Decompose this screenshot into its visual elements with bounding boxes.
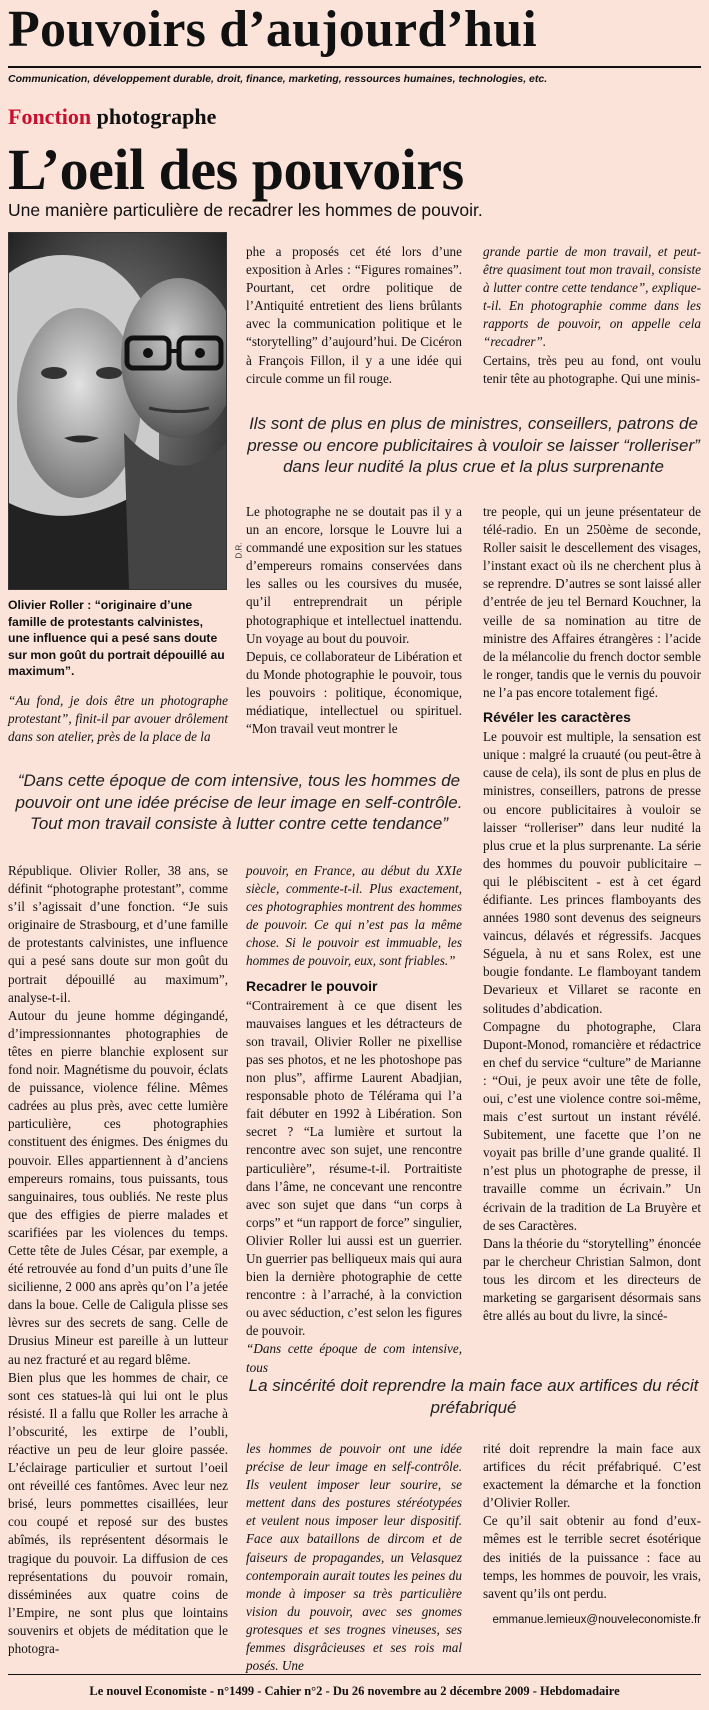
- kicker-category: Fonction: [8, 104, 92, 129]
- photo-caption: Olivier Roller : “originaire d’une famille de protestants calvinistes, une influence qui a pesé sans doute sur mon goût du portrait dépouillé au maximum”.: [8, 598, 225, 678]
- paragraph: Dans la théorie du “storytelling” énoncée par le chercheur Christian Salmon, dont tous les dircom et les directeurs de marketing se gargarisent désormais sans être allés au bout du livre, la sincé-: [483, 1235, 701, 1324]
- footer-rule: [8, 1674, 701, 1675]
- tagline: Communication, développement durable, droit, finance, marketing, ressources humaines, technologies, etc.: [8, 73, 548, 85]
- paragraph: Depuis, ce collaborateur de Libération et du Monde photographie le pouvoir, tous les pouvoirs : politique, économique, médiatique, intellectuel ou spirituel. “Mon travail veut montrer le: [246, 648, 462, 737]
- paragraph: rité doit reprendre la main face aux artifices du récit préfabriqué. C’est exactement la démarche et la fonction d’Olivier Roller.: [483, 1441, 701, 1511]
- portrait-photo: [8, 232, 227, 590]
- subhead-reveler: Révéler les caractères: [483, 709, 631, 726]
- pullquote-1: Ils sont de plus en plus de ministres, conseillers, patrons de presse ou encore publicitaires à vouloir se laisser “rolleriser” dans leur nudité la plus crue et la plus surprenante: [247, 414, 700, 476]
- paragraph: Bien plus que les hommes de chair, ce sont ces statues-là qui lui ont le plus résisté. Il a fallu que Roller les arrache à l’obscurité, les extirpe de l’oubli, réactive un peu de leur gloire passée. L’éclairage particulier et surtout l’oeil ont réveillé ces fantômes. Avec leur nez brisé, leurs pommettes cisaillées, leur cou coupé et reposé sur des bustes abîmés, ils représentent désormais le tragique du pouvoir. La diffusion de ces représentations du pouvoir romain, disséminées aux quatre coins de l’Empire, ne sont plus que lointains souvenirs et objets de méditation que le photogra-: [8, 1369, 228, 1657]
- masthead: Pouvoirs d’aujourd’hui: [8, 1, 537, 58]
- author-email[interactable]: emmanue.lemieux@nouveleconomiste.fr: [492, 1613, 701, 1626]
- column-a-top: [8, 692, 228, 746]
- paragraph: phe a proposés cet été lors d’une exposition à Arles : “Figures romaines”. Pourtant, cet ordre politique de l’Antiquité entretient des liens brûlants avec la communication politique et le “storytelling” d’aujourd’hui. De Cicéron à François Fillon, il y a une idée qui circule comme un fil rouge.: [246, 244, 462, 386]
- paragraph: tre people, qui un jeune présentateur de télé-radio. En un 250ème de seconde, Roller saisit le descellement des visages, l’instant exact où ils ne cherchent plus à se reprendre. D’autres se sont laissé aller d’entrée de jeu tel Bernard Kouchner, la veille de sa nomination au titre de ministre des Affaires étrangères : l’acide de la mélancolie du french doctor semble le ronger, tandis que le vernis du pouvoir ne l’a pas encore totalement figé.: [483, 504, 701, 700]
- pullquote-3: La sincérité doit reprendre la main face aux artifices du récit préfabriqué: [248, 1376, 699, 1417]
- column-b-top: [246, 243, 462, 388]
- portrait-image: [9, 233, 226, 589]
- column-c-middle: [483, 503, 701, 1325]
- paragraph: République. Olivier Roller, 38 ans, se définit “photographe protestant”, comme s’il s’agissait d’une fonction. “Je suis originaire de Strasbourg, et d’une famille de protestants calvinistes, une influence qui a pesé sans doute sur mon goût du portrait dépouillé au maximum”, analyse-t-il.: [8, 863, 228, 1005]
- column-b-lower: [246, 862, 462, 1377]
- kicker-topic: photographe: [96, 104, 217, 129]
- paragraph: grande partie de mon travail, et peut-être quasiment tout mon travail, consiste à lutter contre cette tendance”, explique-t-il. En photographie comme dans les rapports de pouvoir, on appelle cela “recadrer”.: [483, 244, 701, 350]
- pullquote-2: “Dans cette époque de com intensive, tous les hommes de pouvoir ont une idée précise de leur image en self-contrôle. Tout mon travail consiste à lutter contre cette tendance”: [15, 771, 463, 833]
- headline: L’oeil des pouvoirs: [8, 137, 464, 202]
- subhead-recadrer: Recadrer le pouvoir: [246, 977, 378, 994]
- footer: Le nouvel Economiste - n°1499 - Cahier n°2 - Du 26 novembre au 2 décembre 2009 - Hebdomadaire: [89, 1684, 620, 1698]
- paragraph: Compagne du photographe, Clara Dupont-Monod, romancière et rédactrice en chef du service “culture” de Marianne : “Oui, je peux avoir une tête de folle, oui, c’est une violence contre soi-même, mais c’est surtout un instant révélé. Subitement, une facette que l’on ne voyait pas brille d’une grande qualité. Il n’est plus un photographe de presse, il travaille comme un écrivain.” Un écrivain de la tradition de La Bruyère et de ses Caractères.: [483, 1018, 701, 1233]
- paragraph: “Dans cette époque de com intensive, tous: [246, 1341, 462, 1375]
- kicker: [8, 104, 216, 130]
- paragraph: “Contrairement à ce que disent les mauvaises langues et les détracteurs de son travail, Olivier Roller ne pixellise pas ses photos, et ne les photoshope pas non plus”, affirme Laurent Abadjian, responsable photo de Télérama qui l’a fait débuter en 1992 à Libération. Son secret ? “La lumière et surtout la rencontre avec son sujet, une rencontre particulière”, résume-t-il. Portraitiste dans l’âme, ne concevant une rencontre avec son sujet que dans “un corps à corps” et “un rapport de force” singulier, Olivier Roller lui aussi est un guerrier. Un guerrier pas belliqueux mais qui aura bien la dernière photographie de cette rencontre : à l’arraché, à la conviction ou avec séduction, c’est selon les figures de pouvoir.: [246, 997, 462, 1339]
- column-b-middle: [246, 503, 462, 738]
- column-c-bottom: [483, 1440, 701, 1629]
- column-c-top: [483, 243, 701, 388]
- paragraph: les hommes de pouvoir ont une idée précise de leur image en self-contrôle. Ils veulent imposer leur sourire, se mettent dans des postures stéréotypées et veulent nous imposer leur dispositif. Face aux bataillons de dircom et de faiseurs de propagandes, un Velasquez contemporain aurait toutes les peines du monde à imposer sa très particulière vision du pouvoir, avec ses gnomes grotesques et ses trognes vineuses, ses femmes disgrâcieuses et ses rois mal posés. Une: [246, 1441, 462, 1674]
- photo-credit: D.R.: [234, 542, 244, 559]
- paragraph: pouvoir, en France, au début du XXIe siècle, commente-t-il. Plus exactement, ces photographies montrent des hommes de pouvoir. Ce qui n’est pas la même chose. Si le pouvoir est immuable, les hommes de pouvoir, eux, sont friables.”: [246, 863, 462, 969]
- paragraph: “Au fond, je dois être un photographe protestant”, finit-il par avouer drôlement dans son atelier, près de la place de la: [8, 693, 228, 745]
- paragraph: Le photographe ne se doutait pas il y a un an encore, lorsque le Louvre lui a commandé une exposition sur les statues d’empereurs romains conservées dans les salles ou les coursives du musée, qu’il entreprendrait un périple photographique et intellectuel inattendu. Un voyage au bout du pouvoir.: [246, 504, 462, 646]
- paragraph: Le pouvoir est multiple, la sensation est unique : malgré la cruauté (ou peut-être à cause de cela), ils sont de plus en plus de ministres, conseillers, patrons de presse ou encore publicitaires à vouloir se laisser “rolleriser” dans leur nudité la plus crue et la plus surprenante. La série des hommes du pouvoir publicitaire – qui le plébiscitent - est à cet égard édifiante. Les princes flamboyants des années 1980 sont devenus des seigneurs vaincus, délavés et régressifs. Jacques Séguela, à nu et sans Rolex, est une bougie fondante. Le flamboyant tandem Devarieux et Villaret se raconte en solitudes d’abdication.: [483, 729, 701, 1016]
- column-b-bottom: [246, 1440, 462, 1675]
- masthead-rule: [8, 66, 701, 68]
- column-a-bottom: [8, 862, 228, 1658]
- dek: Une manière particulière de recadrer les hommes de pouvoir.: [8, 200, 483, 220]
- paragraph: Ce qu’il sait obtenir au fond d’eux-mêmes est le terrible secret ésotérique des initiés de la puissance : face au temps, les hommes de pouvoir, les vrais, savent qu’ils ont perdu.: [483, 1513, 701, 1601]
- paragraph: Certains, très peu au fond, ont voulu tenir tête au photographe. Qui une minis-: [483, 352, 701, 386]
- paragraph: Autour du jeune homme dégingandé, d’impressionnantes photographies de têtes en pierre blanchie explosent sur fond noir. Magnétisme du pouvoir, éclats de puissance, violence féline. Mêmes cadrées au plus près, avec cette lumière particulière, ces photographies constituent des énigmes. Des énigmes du pouvoir. Elles appartiennent à d’anciens empereurs romains, tous puissants, tous sanguinaires, tous oubliés. Ne reste plus que des effigies de pierre malades et scarifiées par les violences du temps. Cette tête de Jules César, par exemple, a été retrouvée au fond d’un puits d’une île sicilienne, 2 000 ans après qu’on l’a jetée dans la boue. Celle de Caligula plisse ses lèvres sur des secrets de sang. Celle de Drusius Mineur est pareille à un lutteur au nez fracturé et au regard blême.: [8, 1007, 228, 1367]
